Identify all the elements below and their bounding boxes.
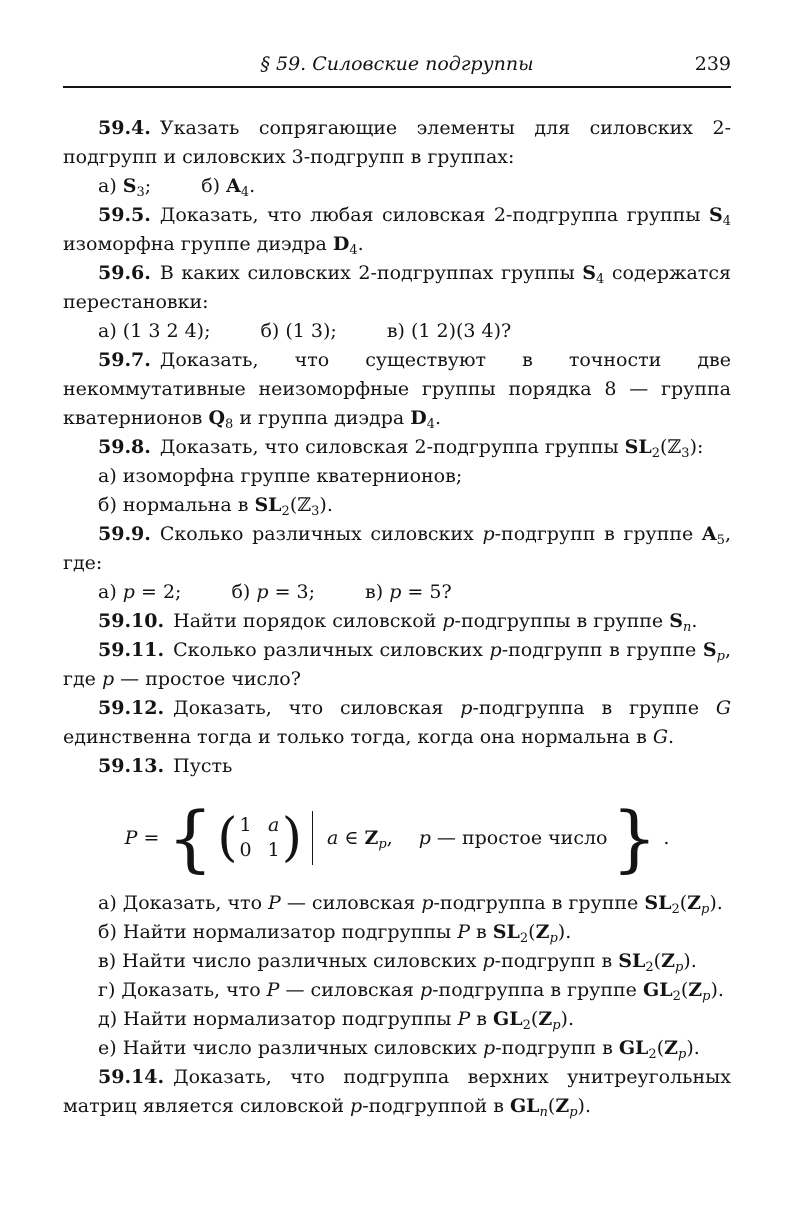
- text-segment: p: [674, 960, 684, 975]
- problem-59-11: [63, 636, 731, 694]
- text-segment: а) изоморфна группе кватернионов;: [98, 465, 463, 487]
- text-segment: ):: [689, 436, 704, 458]
- text-segment: -подгруппа в группе: [472, 697, 716, 719]
- text-segment: p: [256, 581, 269, 603]
- problem-number: 59.7.: [98, 349, 151, 371]
- text-segment: ).: [560, 1008, 574, 1030]
- text-segment: -подгруппа в группе: [433, 892, 645, 914]
- text-segment: 2: [645, 960, 654, 975]
- text-segment: б): [231, 581, 257, 603]
- text-segment: 3: [681, 446, 690, 461]
- text-segment: p: [378, 836, 387, 852]
- text-segment: е) Найти число различных силовских: [98, 1037, 484, 1059]
- text-segment: (: [679, 892, 688, 914]
- problem-59-12: [63, 694, 731, 752]
- text-segment: n: [682, 620, 692, 635]
- problem-59-4: [63, 114, 731, 172]
- matrix: [240, 813, 280, 863]
- text-segment: = 3;: [268, 581, 316, 603]
- text-segment: (: [528, 921, 536, 943]
- text-segment: p: [122, 581, 135, 603]
- text-segment: единственна тогда и только тогда, когда она нормальна в: [63, 726, 653, 748]
- subitems-59-9: [63, 578, 731, 607]
- text-segment: P: [124, 826, 138, 849]
- text-segment: 2: [671, 902, 680, 917]
- text-segment: (: [547, 1095, 556, 1117]
- text-segment: = 5?: [401, 581, 452, 603]
- text-segment: 2: [651, 446, 660, 461]
- problem-number: 59.13.: [98, 755, 165, 777]
- text-segment: ∈: [338, 826, 365, 849]
- text-segment: A: [701, 523, 717, 545]
- text-segment: S: [122, 175, 137, 197]
- text-segment: а): [98, 175, 123, 197]
- text-segment: -подгруппа в группе: [432, 979, 643, 1001]
- problems: [63, 114, 731, 1121]
- text-segment: P: [268, 892, 281, 914]
- text-segment: p: [701, 902, 710, 917]
- text-segment: 4: [596, 272, 605, 287]
- text-segment: б) нормальна в: [98, 494, 255, 516]
- text-segment: Доказать, что подгруппа верхних унитреугольных матриц является силовской: [63, 1066, 731, 1117]
- text-segment: Указать сопрягающие элементы для силовских 2-подгрупп и силовских 3-подгрупп в группах:: [63, 117, 731, 168]
- list-item: [98, 175, 152, 200]
- text-segment: SL: [624, 436, 652, 458]
- list-item: [63, 462, 731, 491]
- formula-lhs: [125, 824, 160, 853]
- text-segment: 8: [225, 417, 234, 432]
- problem-59-13: [63, 752, 731, 781]
- text-segment: S: [669, 610, 683, 632]
- text-segment: SL: [254, 494, 282, 516]
- text-segment: S: [702, 639, 717, 661]
- problem-59-9: [63, 520, 731, 578]
- formula-59-13: [63, 795, 731, 881]
- subitems-59-4: [63, 172, 731, 201]
- list-item: [365, 581, 452, 603]
- text-segment: p: [569, 1105, 578, 1120]
- text-segment: (ℤ: [660, 436, 682, 458]
- text-segment: p: [483, 1037, 496, 1059]
- text-segment: ).: [709, 892, 723, 914]
- text-segment: , где: [63, 639, 731, 690]
- text-segment: 5: [716, 533, 725, 548]
- text-segment: n: [539, 1105, 548, 1120]
- text-segment: а) Доказать, что: [98, 892, 269, 914]
- text-segment: p: [716, 649, 725, 664]
- text-segment: SL: [492, 921, 520, 943]
- text-segment: 4: [349, 243, 358, 258]
- text-segment: содержатся перестановки:: [63, 262, 731, 313]
- text-segment: Z: [664, 1037, 678, 1059]
- text-segment: Пусть: [173, 755, 233, 777]
- text-segment: ).: [710, 979, 724, 1001]
- text-segment: GL: [618, 1037, 649, 1059]
- text-segment: ).: [577, 1095, 591, 1117]
- text-segment: Найти порядок силовской: [173, 610, 443, 632]
- text-segment: GL: [509, 1095, 540, 1117]
- text-segment: (ℤ: [289, 494, 312, 516]
- text-segment: ,: [386, 826, 393, 849]
- text-segment: GL: [493, 1008, 523, 1030]
- text-segment: 4: [426, 417, 436, 432]
- text-segment: ;: [144, 175, 152, 197]
- text-segment: p: [552, 1018, 561, 1033]
- problem-number: 59.8.: [98, 436, 151, 458]
- text-segment: б): [201, 175, 227, 197]
- list-item: [63, 889, 731, 918]
- text-segment: Z: [535, 921, 550, 943]
- text-segment: б) (1 3);: [260, 320, 337, 342]
- problem-number: 59.12.: [98, 697, 165, 719]
- text-segment: .: [668, 726, 675, 748]
- problem-number: 59.6.: [98, 262, 151, 284]
- text-segment: — силовская: [280, 892, 422, 914]
- problem-59-6: [63, 259, 731, 317]
- page-header: [63, 50, 731, 88]
- list-item: [63, 976, 731, 1005]
- text-segment: Сколько различных силовских: [173, 639, 490, 661]
- open-paren: (: [217, 808, 238, 868]
- text-segment: p: [418, 826, 431, 849]
- text-segment: -подгруппы в группе: [454, 610, 670, 632]
- text-segment: — силовская: [279, 979, 420, 1001]
- problem-number: 59.5.: [98, 204, 151, 226]
- text-segment: -подгрупп в группе: [501, 639, 703, 661]
- open-brace: {: [167, 796, 214, 880]
- list-item: [63, 918, 731, 947]
- text-segment: 4: [240, 185, 250, 200]
- text-segment: 2: [648, 1047, 657, 1062]
- text-segment: 2: [522, 1018, 531, 1033]
- text-segment: =: [137, 826, 160, 849]
- text-segment: ).: [683, 950, 697, 972]
- text-segment: — простое число: [430, 826, 608, 849]
- text-segment: = 2;: [134, 581, 182, 603]
- text-segment: Z: [555, 1095, 570, 1117]
- text-segment: D: [332, 233, 350, 255]
- text-segment: p: [482, 523, 495, 545]
- text-segment: a: [326, 826, 339, 849]
- formula-condition: [327, 824, 393, 853]
- text-segment: б) Найти нормализатор подгруппы: [98, 921, 458, 943]
- text-segment: (: [656, 1037, 665, 1059]
- text-segment: 2: [519, 931, 529, 946]
- list-item: [98, 581, 181, 603]
- text-segment: Q: [208, 407, 225, 429]
- list-item: [201, 175, 256, 200]
- text-segment: Доказать, что силовская 2-подгруппа группы: [159, 436, 625, 458]
- list-item: [260, 320, 336, 342]
- text-segment: p: [489, 639, 502, 661]
- problem-59-10: [63, 607, 731, 636]
- text-segment: S: [582, 262, 597, 284]
- text-segment: P: [266, 979, 280, 1001]
- text-segment: .: [435, 407, 442, 429]
- problem-59-7: [63, 346, 731, 433]
- text-segment: p: [442, 610, 455, 632]
- problem-number: 59.14.: [98, 1066, 165, 1088]
- text-segment: Z: [364, 826, 379, 849]
- text-segment: p: [460, 697, 473, 719]
- text-segment: A: [226, 175, 241, 197]
- text-segment: p: [101, 668, 115, 690]
- matrix-cell: a: [267, 814, 280, 836]
- text-segment: p: [549, 931, 558, 946]
- text-segment: G: [715, 697, 731, 719]
- text-segment: p: [482, 950, 495, 972]
- text-segment: p: [421, 892, 434, 914]
- text-segment: , где:: [63, 523, 731, 574]
- text-segment: в: [470, 921, 493, 943]
- text-segment: .: [249, 175, 256, 197]
- list-item: [387, 320, 511, 342]
- close-brace: }: [611, 796, 658, 880]
- text-segment: p: [678, 1047, 687, 1062]
- formula-condition: [419, 824, 608, 853]
- text-segment: д) Найти нормализатор подгруппы: [98, 1008, 458, 1030]
- text-segment: а): [98, 581, 123, 603]
- text-segment: Z: [687, 892, 702, 914]
- text-segment: Z: [661, 950, 675, 972]
- list-item: [63, 491, 731, 520]
- text-segment: -подгрупп в: [494, 950, 619, 972]
- subitems-59-6: [63, 317, 731, 346]
- text-segment: ).: [686, 1037, 700, 1059]
- text-segment: изоморфна группе диэдра: [63, 233, 333, 255]
- list-item: [98, 320, 210, 342]
- problem-59-8: [63, 433, 731, 462]
- text-segment: SL: [618, 950, 646, 972]
- list-item: [63, 947, 731, 976]
- text-segment: 4: [722, 214, 731, 229]
- section-title: § 59. Силовские подгруппы: [260, 53, 534, 75]
- text-segment: Доказать, что любая силовская 2-подгруппа группы: [159, 204, 709, 226]
- text-segment: G: [652, 726, 669, 748]
- text-segment: P: [457, 1008, 471, 1030]
- text-segment: Z: [538, 1008, 553, 1030]
- problem-59-5: [63, 201, 731, 259]
- list-item: [63, 1034, 731, 1063]
- text-segment: Z: [688, 979, 703, 1001]
- text-segment: (: [680, 979, 689, 1001]
- list-item: [231, 581, 315, 603]
- text-segment: (: [530, 1008, 539, 1030]
- problem-number: 59.11.: [98, 639, 165, 661]
- problem-number: 59.9.: [98, 523, 151, 545]
- text-segment: p: [419, 979, 433, 1001]
- problem-59-14: [63, 1063, 731, 1121]
- problem-number: 59.10.: [98, 610, 165, 632]
- matrix-cell: 0: [239, 839, 252, 861]
- text-segment: ).: [557, 921, 572, 943]
- condition-bar: [312, 811, 313, 865]
- text-segment: p: [702, 989, 711, 1004]
- formula-period: .: [663, 826, 670, 849]
- text-segment: -подгрупп в группе: [494, 523, 702, 545]
- text-segment: 3: [311, 504, 320, 519]
- text-segment: В каких силовских 2-подгруппах группы: [159, 262, 583, 284]
- text-segment: .: [357, 233, 364, 255]
- text-segment: p: [350, 1095, 363, 1117]
- text-segment: 2: [281, 504, 290, 519]
- text-segment: D: [410, 407, 427, 429]
- text-segment: ).: [319, 494, 333, 516]
- close-paren: ): [281, 808, 302, 868]
- text-segment: в) (1 2)(3 4)?: [386, 320, 512, 342]
- text-segment: P: [457, 921, 470, 943]
- text-segment: в: [470, 1008, 494, 1030]
- text-segment: г) Доказать, что: [98, 979, 267, 1001]
- text-segment: p: [389, 581, 402, 603]
- text-segment: (: [653, 950, 662, 972]
- problem-number: 59.4.: [98, 117, 151, 139]
- text-segment: и группа диэдра: [233, 407, 411, 429]
- text-segment: Доказать, что силовская: [173, 697, 461, 719]
- text-segment: S: [708, 204, 723, 226]
- text-segment: GL: [642, 979, 673, 1001]
- text-segment: а) (1 3 2 4);: [98, 320, 211, 342]
- text-segment: в) Найти число различных силовских: [98, 950, 483, 972]
- text-segment: -подгруппой в: [362, 1095, 510, 1117]
- text-segment: 2: [672, 989, 681, 1004]
- text-segment: в): [365, 581, 390, 603]
- text-segment: .: [691, 610, 698, 632]
- text-segment: Доказать, что существуют в точности две некоммутативные неизоморфные группы порядка 8 — группа кватернионов: [63, 349, 731, 429]
- text-segment: 3: [136, 185, 145, 200]
- text-segment: SL: [644, 892, 672, 914]
- matrix-cell: 1: [239, 814, 252, 836]
- page-number: 239: [694, 53, 731, 75]
- text-segment: Сколько различных силовских: [159, 523, 483, 545]
- text-segment: — простое число?: [114, 668, 301, 690]
- text-segment: -подгрупп в: [495, 1037, 619, 1059]
- list-item: [63, 1005, 731, 1034]
- matrix-cell: 1: [267, 839, 280, 861]
